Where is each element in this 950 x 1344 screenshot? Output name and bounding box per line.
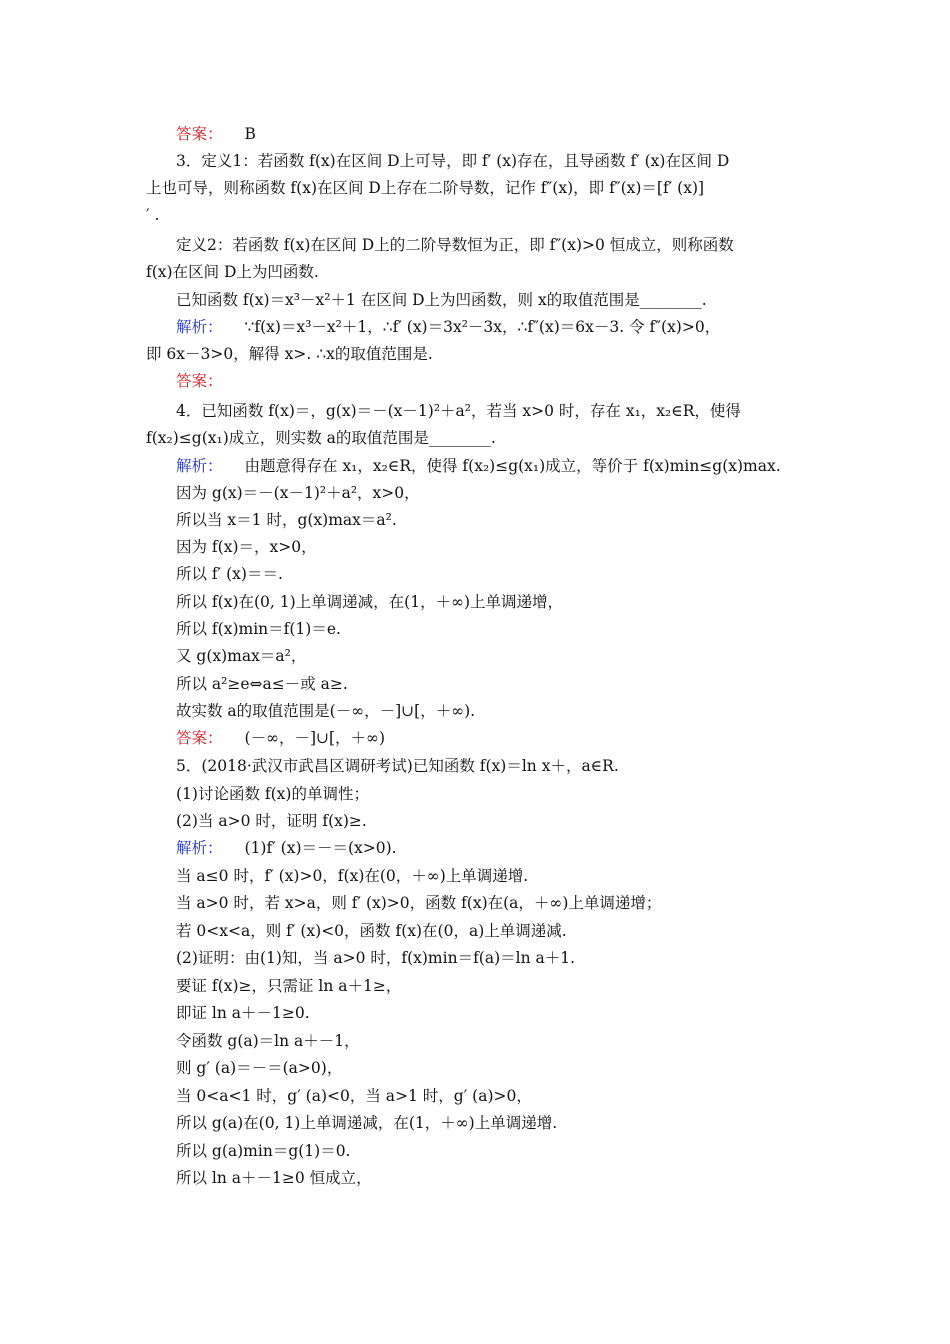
definition-2-line-1: 定义2：若函数 f(x)在区间 D上的二阶导数恒为正，即 f″(x)>0 恒成立，则称函数 (176, 236, 734, 254)
solution-line-q5-9: 则 g′ (a)＝－＝(a>0)， (176, 1059, 343, 1077)
solution-line-q4-9: 所以 a²≥e⇔a≤－或 a≥. (176, 675, 348, 693)
solution-line-q5-2: 当 a≤0 时，f′ (x)>0，f(x)在(0，＋∞)上单调递增. (176, 867, 529, 885)
answer-label: 答案： (176, 729, 223, 747)
solution-line-q5-1 (176, 838, 846, 858)
solution-line-q5-3: 当 a>0 时，若 x>a，则 f′ (x)>0，函数 f(x)在(a，＋∞)上单调递增； (176, 894, 662, 912)
question-3-line-3: ′ . (146, 206, 160, 224)
answer-label: 答案： (176, 125, 223, 143)
solution-line-q4-8: 又 g(x)max＝a²， (176, 647, 307, 665)
question-4-line-1: 4．已知函数 f(x)＝，g(x)＝－(x－1)²＋a²，若当 x>0 时，存在 x₁，x₂∈R，使得 (176, 402, 741, 420)
solution-line-q4-7: 所以 f(x)min＝f(1)＝e. (176, 620, 341, 638)
question-3-line-2: 上也可导，则称函数 f(x)在区间 D上存在二阶导数，记作 f″(x)，即 f″(x)＝[f′ (x)] (146, 179, 705, 197)
solution-label: 解析： (176, 839, 223, 857)
answer-text: B (244, 125, 256, 143)
solution-line-q4-1 (176, 456, 846, 476)
solution-line-q5-6: 要证 f(x)≥，只需证 ln a＋1≥， (176, 977, 402, 995)
answer-line-q4 (176, 728, 846, 748)
solution-line-q5-8: 令函数 g(a)＝ln a＋－1， (176, 1032, 360, 1050)
definition-2-line-2: f(x)在区间 D上为凹函数. (146, 263, 319, 281)
question-4-line-2: f(x₂)≤g(x₁)成立，则实数 a的取值范围是________. (146, 429, 496, 447)
solution-line-q4-2: 因为 g(x)＝－(x－1)²＋a²，x>0， (176, 484, 420, 502)
question-5-part-1: (1)讨论函数 f(x)的单调性； (176, 785, 369, 803)
answer-line-q3 (176, 371, 846, 391)
solution-line-q4-6: 所以 f(x)在(0, 1)上单调递减，在(1，＋∞)上单调递增， (176, 593, 564, 611)
solution-line-q5-4: 若 0<x<a，则 f′ (x)<0，函数 f(x)在(0，a)上单调递减. (176, 922, 567, 940)
solution-label: 解析： (176, 457, 223, 475)
solution-line-q3-2: 即 6x－3>0，解得 x>. ∴x的取值范围是. (146, 345, 433, 363)
solution-line-q4-10: 故实数 a的取值范围是(－∞，－]∪[，＋∞). (176, 702, 476, 720)
solution-text: (1)f′ (x)＝－＝(x>0). (244, 839, 397, 857)
solution-line-q5-13: 所以 ln a＋－1≥0 恒成立， (176, 1169, 372, 1187)
answer-line-q2 (176, 124, 846, 144)
solution-line-q5-11: 所以 g(a)在(0, 1)上单调递减，在(1，＋∞)上单调递增. (176, 1114, 558, 1132)
solution-line-q5-12: 所以 g(a)min＝g(1)＝0. (176, 1142, 351, 1160)
question-3-line-1: 3．定义1：若函数 f(x)在区间 D上可导，即 f′ (x)存在，且导函数 f′ (x)在区间 D (176, 152, 730, 170)
solution-line-q5-5: (2)证明：由(1)知，当 a>0 时，f(x)min＝f(a)＝ln a＋1. (176, 949, 576, 967)
solution-line-q5-10: 当 0<a<1 时，g′ (a)<0，当 a>1 时，g′ (a)>0， (176, 1087, 532, 1105)
question-3-statement: 已知函数 f(x)＝x³－x²＋1 在区间 D上为凹函数，则 x的取值范围是________. (176, 291, 707, 309)
solution-text: ∵f(x)＝x³－x²＋1，∴f′ (x)＝3x²－3x，∴f″(x)＝6x－3. 令 f″(x)>0， (244, 318, 721, 336)
solution-line-q5-7: 即证 ln a＋－1≥0. (176, 1004, 310, 1022)
solution-text: 由题意得存在 x₁，x₂∈R，使得 f(x₂)≤g(x₁)成立，等价于 f(x)min≤g(x)max. (244, 457, 781, 475)
solution-line-q4-5: 所以 f′ (x)＝＝. (176, 565, 283, 583)
solution-line-q3-1 (176, 317, 846, 337)
answer-text: (－∞，－]∪[，＋∞) (244, 729, 386, 747)
solution-label: 解析： (176, 318, 223, 336)
solution-line-q4-3: 所以当 x＝1 时，g(x)max＝a². (176, 511, 397, 529)
question-5-line-1: 5．(2018·武汉市武昌区调研考试)已知函数 f(x)＝ln x＋，a∈R. (176, 757, 619, 775)
question-5-part-2: (2)当 a>0 时，证明 f(x)≥. (176, 812, 367, 830)
solution-line-q4-4: 因为 f(x)＝，x>0， (176, 538, 317, 556)
answer-label: 答案： (176, 372, 223, 390)
